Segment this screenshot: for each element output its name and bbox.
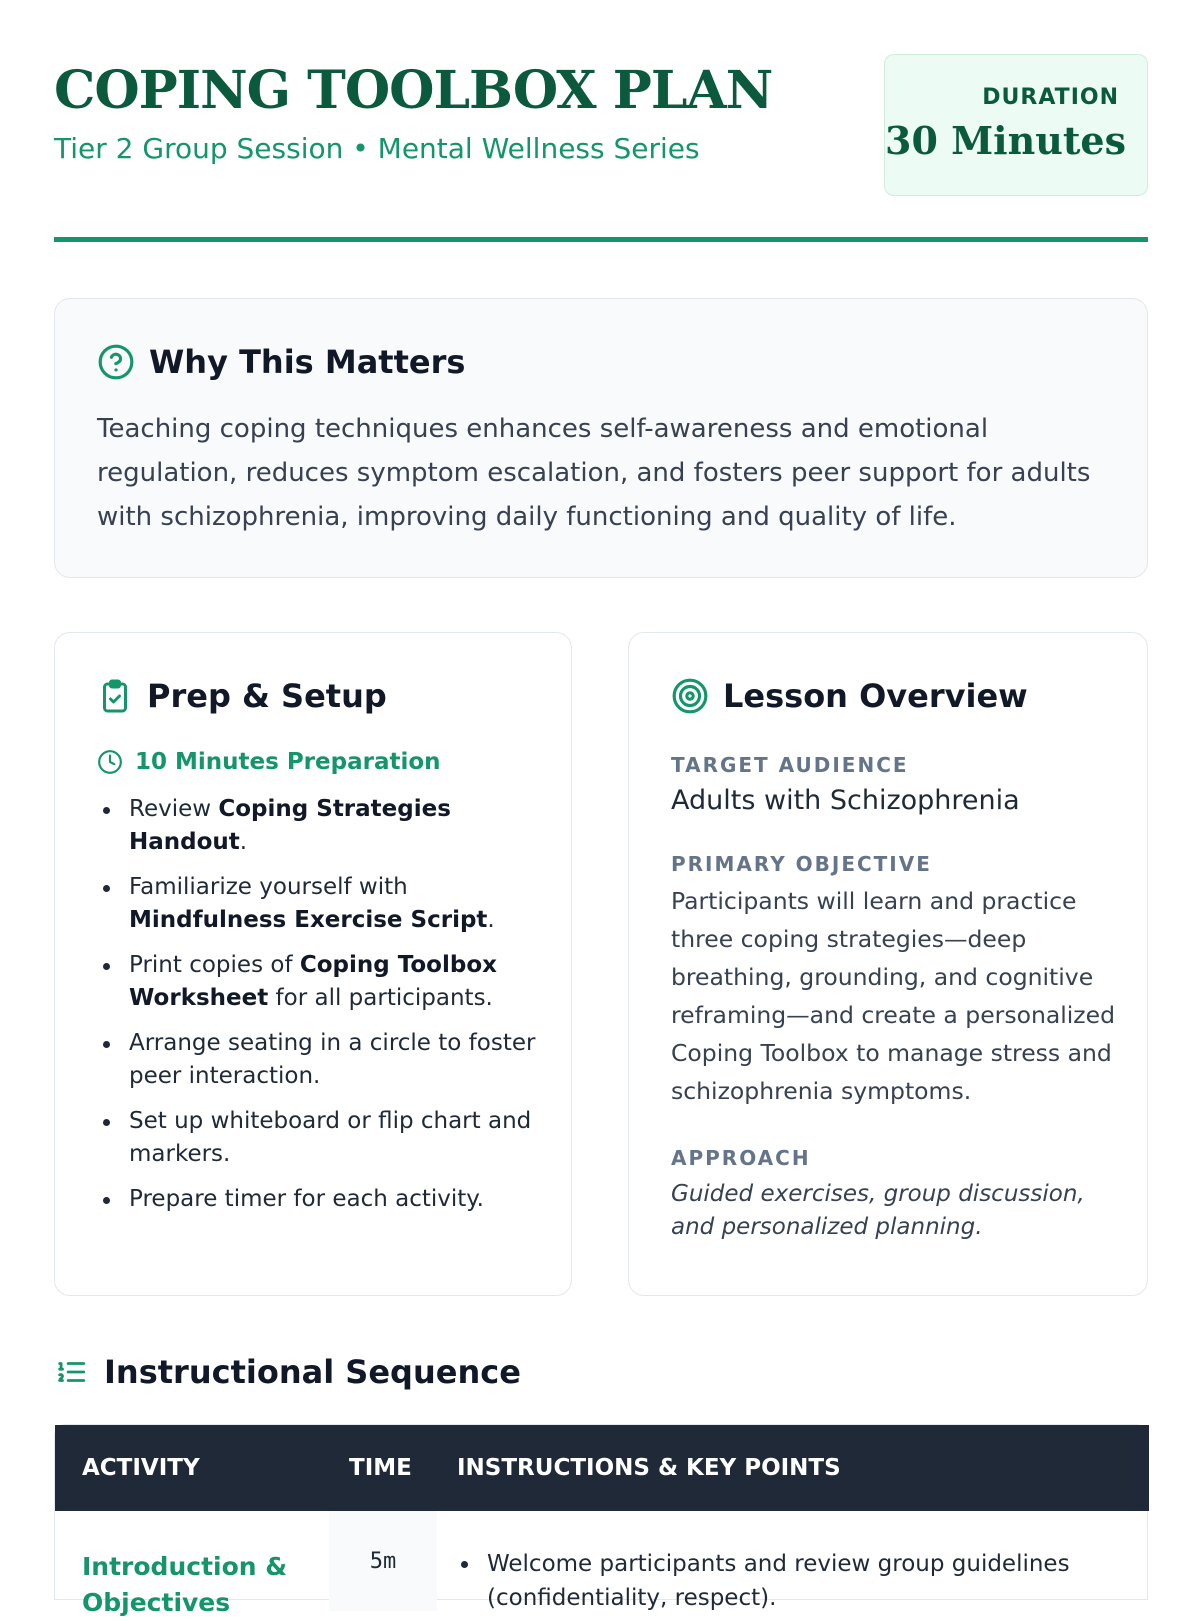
why-card-text: Teaching coping techniques enhances self-awareness and emotional regulation, reduces symptom escalation, and fosters peer support for adults with schizophrenia, improving daily functioning and quality of life. xyxy=(97,414,1091,532)
prep-item-text: Arrange seating in a circle to foster peer interaction. xyxy=(129,1030,536,1089)
audience-value: Adults with Schizophrenia xyxy=(671,785,1020,816)
column-header-activity: ACTIVITY xyxy=(82,1455,200,1481)
prep-item-text: Print copies of xyxy=(129,952,300,978)
prep-item-bold: Coping Strategies Handout xyxy=(129,796,451,855)
prep-item-bold: Coping Toolbox Worksheet xyxy=(129,952,497,1011)
prep-time-text: 10 Minutes Preparation xyxy=(135,749,441,775)
why-card-header xyxy=(97,343,1105,381)
objective-value: Participants will learn and practice three coping strategies—deep breathing, grounding, and cognitive reframing—and create a personalized Coping Toolbox to manage stress and schizophrenia symptoms. xyxy=(671,887,1116,1105)
prep-item-text-end: . xyxy=(239,829,248,855)
prep-list xyxy=(97,793,541,1216)
clipboard-check-icon xyxy=(97,677,133,715)
column-header-time: TIME xyxy=(349,1455,412,1481)
numbered-list-icon xyxy=(54,1355,88,1389)
prep-card-title: Prep & Setup xyxy=(147,677,387,715)
duration-badge xyxy=(884,54,1148,196)
overview-card-header xyxy=(671,677,1117,715)
prep-card-header xyxy=(97,677,541,715)
column-header-instructions: INSTRUCTIONS & KEY POINTS xyxy=(457,1455,841,1481)
approach-value: Guided exercises, group discussion, and personalized planning. xyxy=(671,1181,1085,1240)
duration-value: 30 Minutes xyxy=(885,118,1126,163)
objective-label: PRIMARY OBJECTIVE xyxy=(671,852,932,876)
prep-item-text-end: . xyxy=(487,907,495,933)
list-item xyxy=(97,949,541,1015)
table-row-time: 5m xyxy=(369,1549,397,1574)
audience-label: TARGET AUDIENCE xyxy=(671,753,909,777)
question-circle-icon xyxy=(97,343,135,381)
sequence-table xyxy=(54,1424,1148,1617)
prep-time xyxy=(97,749,541,775)
list-item xyxy=(97,793,541,859)
list-item xyxy=(97,1027,541,1093)
page-title: COPING TOOLBOX PLAN xyxy=(54,60,773,121)
sequence-header xyxy=(54,1353,521,1391)
table-row-activity: Introduction & Objectives xyxy=(82,1552,288,1617)
page-subtitle: Tier 2 Group Session • Mental Wellness Series xyxy=(54,132,700,165)
list-item xyxy=(97,1105,541,1171)
prep-item-text: Familiarize yourself with xyxy=(129,874,408,900)
target-icon xyxy=(671,677,709,715)
prep-item-bold: Mindfulness Exercise Script xyxy=(129,907,488,933)
sequence-title: Instructional Sequence xyxy=(104,1353,521,1391)
why-this-matters-card xyxy=(54,298,1148,578)
list-item xyxy=(97,871,541,937)
prep-setup-card xyxy=(54,632,572,1296)
table-header xyxy=(55,1425,1149,1511)
approach-label: APPROACH xyxy=(671,1146,811,1170)
header xyxy=(54,54,1148,204)
lesson-overview-card xyxy=(628,632,1148,1296)
prep-item-text: Prepare timer for each activity. xyxy=(129,1186,484,1212)
prep-item-text-end: for all participants. xyxy=(268,985,493,1011)
overview-card-title: Lesson Overview xyxy=(723,677,1028,715)
table-row-instructions xyxy=(457,1547,1117,1615)
why-card-title: Why This Matters xyxy=(149,343,466,381)
list-item: Welcome participants and review group guidelines (confidentiality, respect). xyxy=(457,1547,1117,1615)
list-item xyxy=(97,1183,541,1216)
duration-label: DURATION xyxy=(982,85,1119,110)
lesson-plan-page xyxy=(54,0,1148,1617)
prep-item-text: Review xyxy=(129,796,219,822)
clock-icon xyxy=(97,749,123,775)
header-divider xyxy=(54,237,1148,242)
prep-item-text: Set up whiteboard or flip chart and markers. xyxy=(129,1108,532,1167)
